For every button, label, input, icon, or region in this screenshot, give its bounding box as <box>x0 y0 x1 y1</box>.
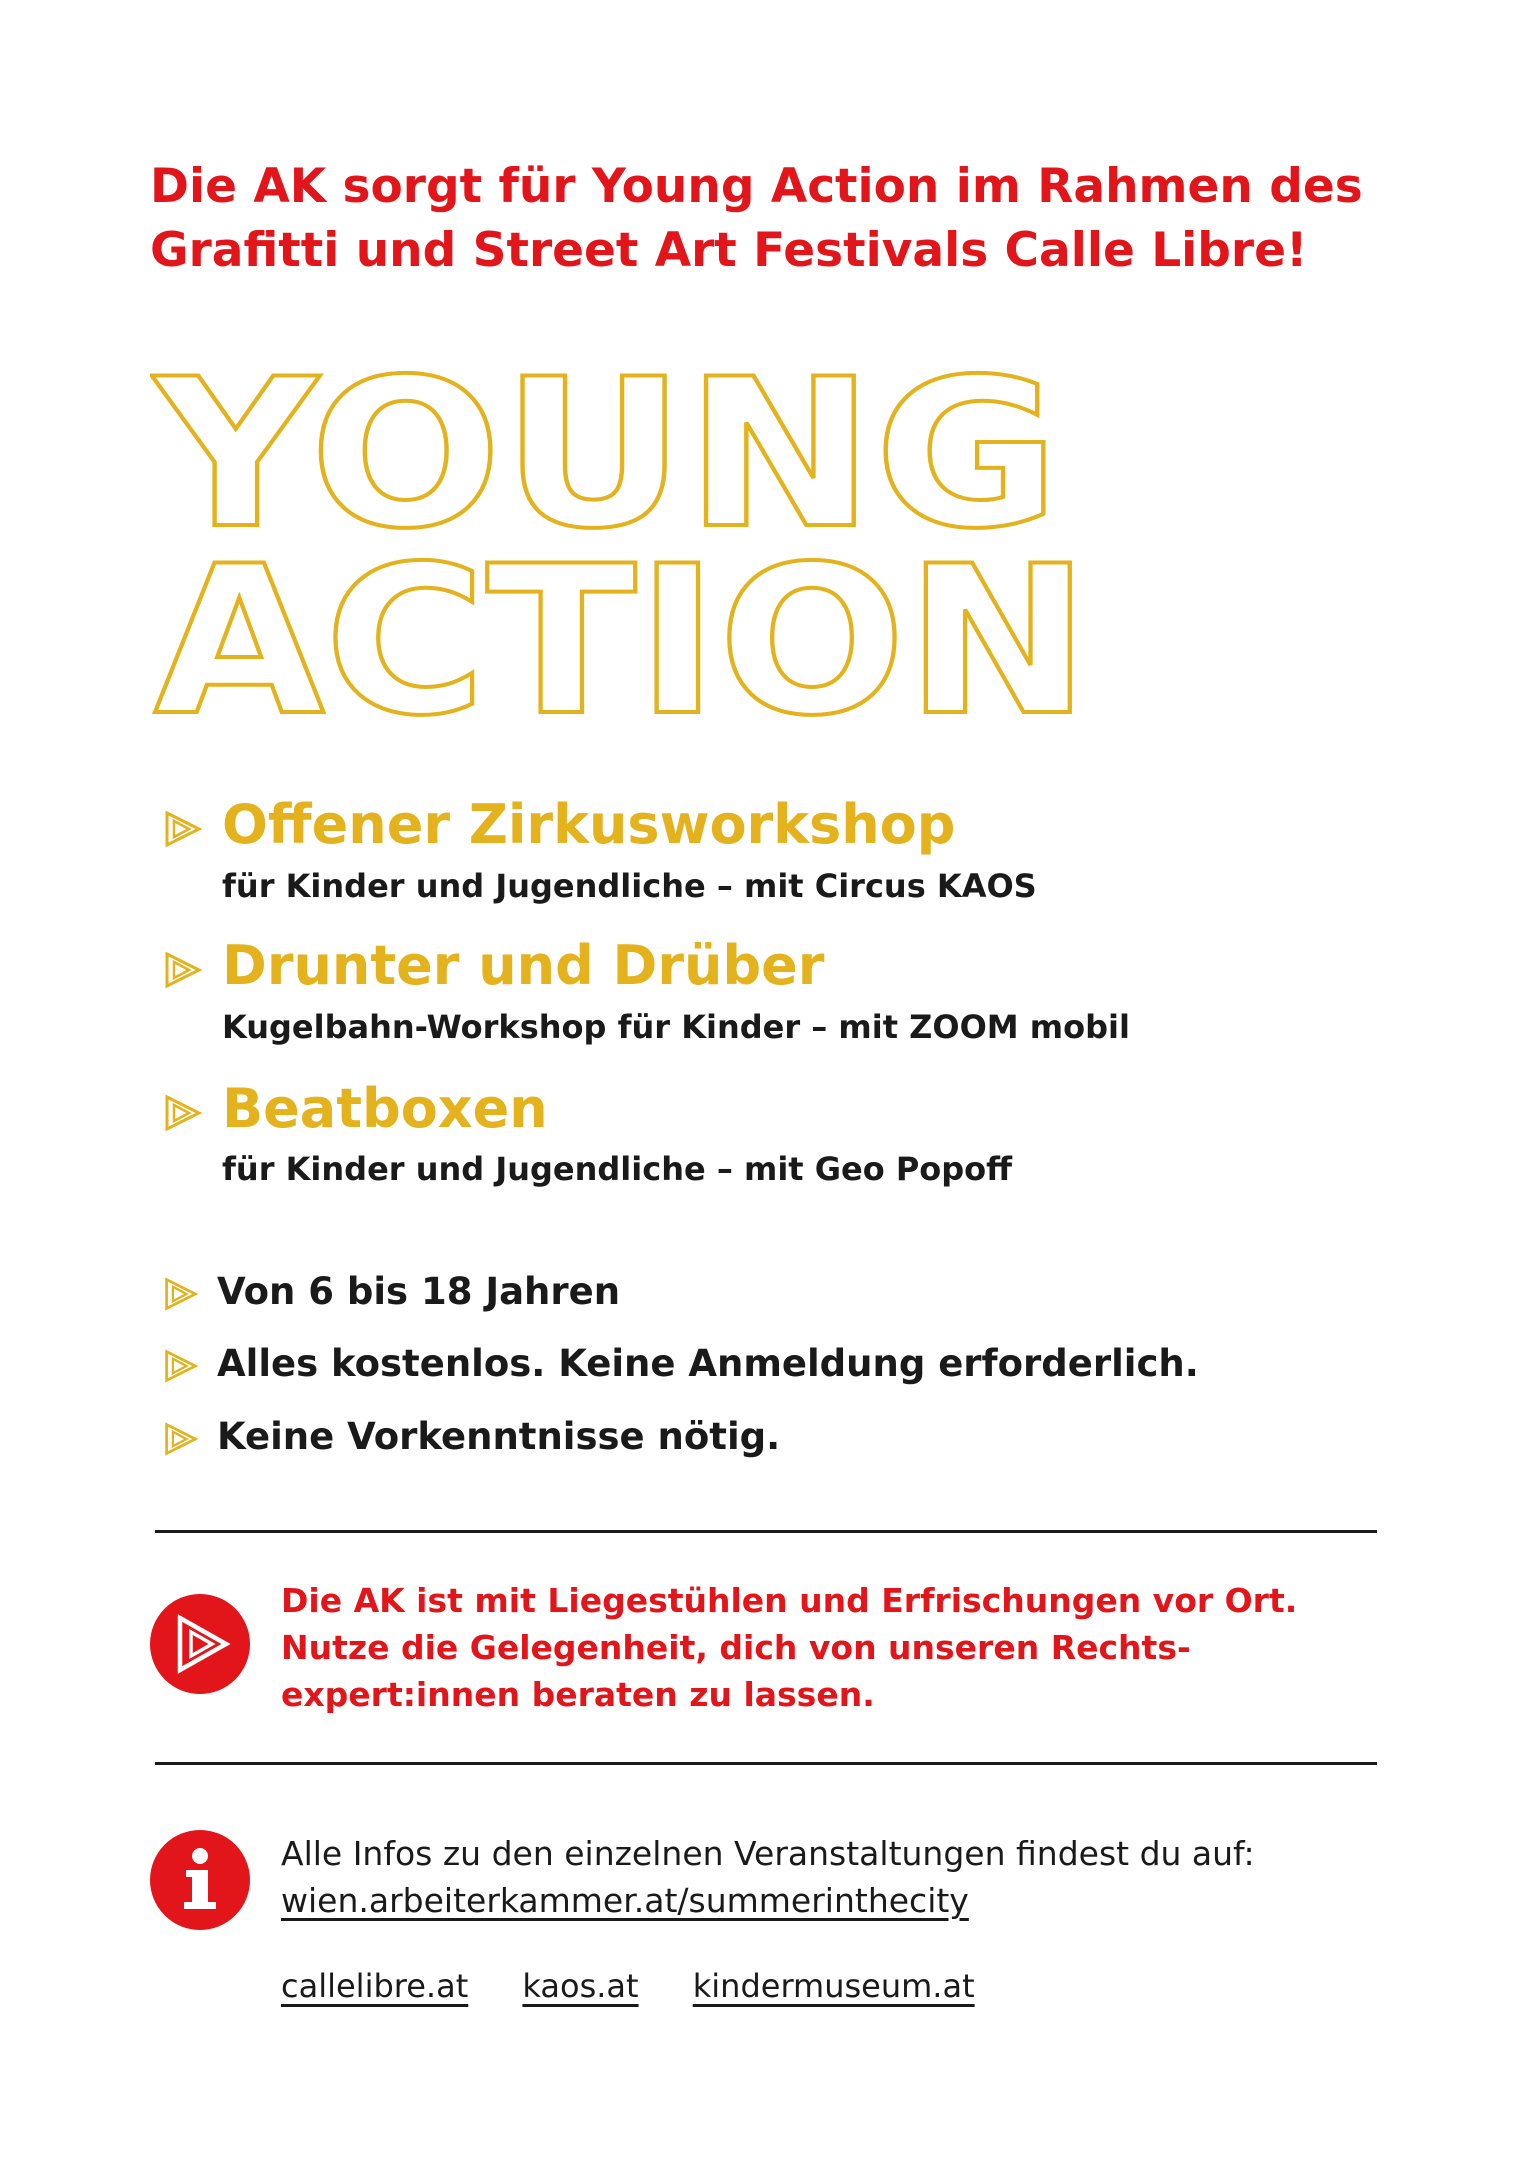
triangle-play-outline-icon <box>163 1093 203 1133</box>
title-young: YOUNG <box>151 350 1061 574</box>
triangle-play-outline-icon <box>163 950 203 990</box>
info-block <box>281 1830 1401 1924</box>
footer-links <box>281 1967 1019 2005</box>
fact-age: Von 6 bis 18 Jahren <box>217 1270 621 1313</box>
link-kindermuseum[interactable]: kindermuseum.at <box>692 1967 975 2005</box>
notice-line-1: Die AK ist mit Liegestühlen und Erfrischungen vor Ort. <box>281 1581 1298 1620</box>
notice-line-2: Nutze die Gelegenheit, dich von unseren Rechts- <box>281 1628 1191 1667</box>
info-text: Alle Infos zu den einzelnen Veranstaltungen findest du auf: <box>281 1834 1255 1873</box>
divider <box>155 1762 1377 1765</box>
triangle-play-outline-icon <box>163 1421 199 1457</box>
workshop-subtitle-beatboxen: für Kinder und Jugendliche – mit Geo Popoff <box>222 1150 1013 1188</box>
fact-no-knowledge: Keine Vorkenntnisse nötig. <box>217 1415 781 1458</box>
divider <box>155 1530 1377 1533</box>
notice-text <box>281 1577 1381 1718</box>
info-link[interactable]: wien.arbeiterkammer.at/summerinthecity <box>281 1881 969 1920</box>
fact-free: Alles kostenlos. Keine Anmeldung erforderlich. <box>217 1342 1199 1385</box>
workshop-subtitle-zirkus: für Kinder und Jugendliche – mit Circus KAOS <box>222 867 1037 905</box>
notice-line-3: expert:innen beraten zu lassen. <box>281 1675 875 1714</box>
play-circle-icon <box>150 1594 250 1694</box>
link-callelibre[interactable]: callelibre.at <box>281 1967 469 2005</box>
headline-line-2: Grafitti und Street Art Festivals Calle Libre! <box>150 223 1308 278</box>
headline <box>150 155 1400 283</box>
info-circle-icon <box>150 1830 250 1930</box>
link-kaos[interactable]: kaos.at <box>522 1967 639 2005</box>
triangle-play-outline-icon <box>163 1348 199 1384</box>
title-action: ACTION <box>154 523 1090 740</box>
workshop-title-drunter: Drunter und Drüber <box>222 934 825 997</box>
workshop-subtitle-drunter: Kugelbahn-Workshop für Kinder – mit ZOOM mobil <box>222 1008 1130 1046</box>
headline-line-1: Die AK sorgt für Young Action im Rahmen des <box>150 159 1363 214</box>
workshop-title-beatboxen: Beatboxen <box>222 1077 548 1140</box>
workshop-title-zirkus: Offener Zirkusworkshop <box>222 793 956 856</box>
triangle-play-outline-icon <box>163 1276 199 1312</box>
young-action-title <box>150 350 1250 740</box>
triangle-play-outline-icon <box>163 809 203 849</box>
